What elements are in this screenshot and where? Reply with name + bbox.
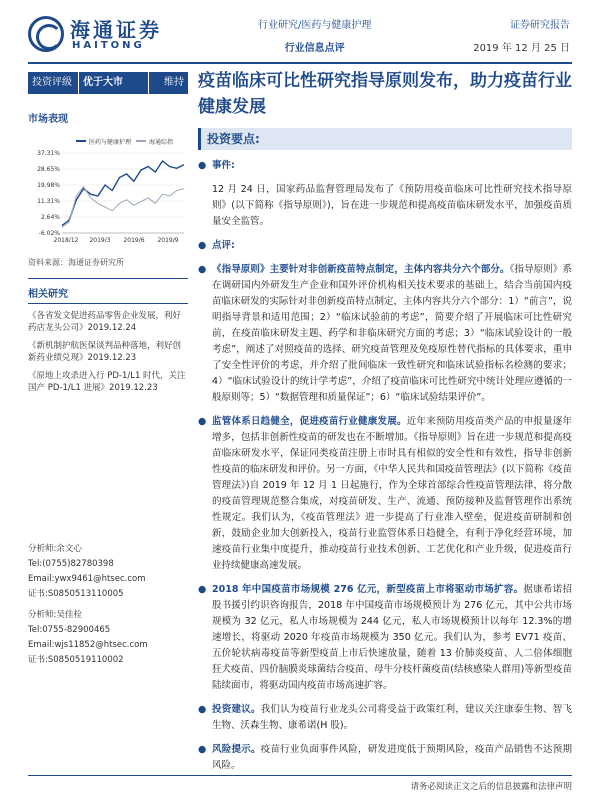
market-title: 市场表现	[28, 114, 68, 125]
analyst-email[interactable]: Email:wjs11852@htsec.com	[28, 640, 148, 650]
point-5-heading: 风险提示。	[212, 744, 261, 755]
related-title: 相关研究	[28, 285, 188, 304]
bullet-icon: ●	[198, 744, 207, 755]
series-line	[62, 161, 184, 226]
point-5	[198, 742, 572, 774]
footer-divider	[28, 775, 572, 776]
related-item[interactable]: 《新机制护航医保谈判品种落地，利好创新药业绩兑现》2019.12.23	[28, 341, 182, 363]
analyst-cert: 证书:S0850519110002	[28, 655, 124, 665]
key-points-bar	[198, 128, 572, 150]
haitong-emblem-icon	[28, 16, 64, 52]
point-1	[198, 262, 572, 406]
bullet-icon: ●	[198, 584, 207, 595]
point-3-heading: 2018 年中国疫苗市场规模 276 亿元，新型疫苗上市将驱动市场扩容。	[212, 584, 524, 595]
point-3-text: 据康希诺招股书援引约识咨询报告，2018 年中国疫苗市场规模预计为 276 亿元，其中公共市场规模为 32 亿元，私人市场规模为 244 亿元，私人市场规模预计以每年 12.3%的增速增长，将驱动 2020 年疫苗市场规模为 350 亿元。我们认为，参考 EV71 疫苗、五价轮状病毒疫苗等新型疫苗上市后快速放量，随着 13 价肺炎疫苗、人二倍体细胞狂犬疫苗、四价脑膜炎球菌结合疫苗、母牛分枝杆菌疫苗(结核感染人群用)等新型疫苗陆续面市，将驱动国内疫苗市场高速扩容。	[212, 584, 572, 691]
analyst-cert: 证书:S0850513110005	[28, 589, 124, 599]
analyst-info	[28, 542, 188, 668]
event-label: 事件:	[212, 160, 235, 171]
footer-disclaimer: 请务必阅读正文之后的信息披露和法律声明	[410, 782, 572, 792]
y-tick-label: 28.65%	[37, 166, 60, 173]
rating-action: 维持	[148, 72, 188, 94]
y-tick-label: 19.98%	[37, 182, 60, 189]
left-sidebar	[28, 68, 188, 394]
report-category: 行业研究/医药与健康护理	[258, 20, 372, 31]
chart-source: 资料来源：海通证券研究所	[28, 258, 124, 267]
point-1-heading: 《指导原则》主要针对非创新疫苗特点制定，主体内容共分六个部分。	[212, 264, 510, 275]
x-tick-label: 2019/6	[123, 237, 145, 244]
x-tick-label: 2019/3	[89, 237, 111, 244]
report-date: 2019 年 12 月 25 日	[473, 43, 570, 54]
analyst-name: 分析师:吴佳栓	[28, 610, 82, 620]
haitong-logo	[28, 12, 178, 54]
legend-label: 医药与健康护理	[89, 139, 132, 146]
related-item[interactable]: 《原地上攻杀进入行 PD-1/L1 时代，关注国产 PD-1/L1 进展》2019.12.23	[28, 371, 186, 393]
point-4-text: 我们认为疫苗行业龙头公司将受益于政策红利，建议关注康泰生物、智飞生物、沃森生物、康希诺(H 股)。	[212, 704, 572, 731]
analyst-email[interactable]: Email:ywx9461@htsec.com	[28, 574, 146, 584]
sidebar-divider	[28, 278, 188, 279]
market-chart-svg	[28, 133, 188, 253]
point-1-text: 《指导原则》系在调研国内外研发生产企业和国外评价机构相关技术要求的基础上，结合当前国内疫苗临床研发的实际针对非创新疫苗特点制定，主体内容共分六个部分：1）“前言”，说明指导背景和适用范围；2）“临床试验前的考虑”，简要介绍了开展临床可比性研究前，在疫苗临床研发主题、药学和非临床研究方面的考虑；3）“临床试验设计的一般考虑”，阐述了对照疫苗的选择、研究疫苗管理及免疫原性替代指标的具体要求，重申了安全性评价的考虑，并介绍了批间临床一致性研究和临床试验指标名检测的要求；4）“临床试验设计的统计学考虑”，介绍了疫苗临床可比性研究中统计处理应遵循的一般原则等；5）“数据管理和质量保证”；6）“临床试验结果评价”。	[212, 264, 572, 403]
point-5-text: 疫苗行业负面事件风险，研发进度低于预期风险，疫苗产品销售不达预期风险。	[212, 744, 572, 771]
key-points-title: 投资要点:	[207, 132, 260, 146]
header-right	[473, 16, 570, 54]
x-tick-label: 2019/9	[157, 237, 179, 244]
analyst-tel: Tel:0755-82900465	[28, 625, 111, 635]
y-tick-label: 37.31%	[37, 150, 60, 157]
legend-label: 海通综指	[149, 139, 174, 146]
point-4-heading: 投资建议。	[212, 704, 261, 715]
bullet-icon: ●	[198, 704, 207, 715]
page-header	[0, 0, 600, 60]
point-2-heading: 监管体系日趋健全，促进疫苗行业健康发展。	[212, 416, 407, 427]
point-4	[198, 702, 572, 734]
related-item[interactable]: 《各省发文促进药品零售企业发展，利好药店龙头公司》2019.12.24	[28, 311, 182, 333]
y-tick-label: 2.64%	[40, 214, 60, 221]
analyst-name: 分析师:余文心	[28, 544, 82, 554]
bullet-icon: ●	[198, 160, 207, 171]
point-3	[198, 582, 572, 694]
logo-cn-text: 海通证券	[70, 18, 162, 42]
header-divider	[28, 62, 572, 64]
report-type: 证券研究报告	[510, 20, 570, 31]
bullet-icon: ●	[198, 264, 207, 275]
event-text: 12 月 24 日，国家药品监督管理局发布了《预防用疫苗临床可比性研究技术指导原则》(以下简称《指导原则》)，旨在进一步规范和提高疫苗临床研发水平，加强疫苗质量安全监管。	[212, 184, 572, 227]
report-title: 疫苗临床可比性研究指导原则发布，助力疫苗行业健康发展	[198, 71, 572, 117]
bullet-icon: ●	[198, 416, 207, 427]
point-2	[198, 414, 572, 574]
point-2-text: 近年来预防用疫苗类产品的申报量逐年增多，包括非创新性疫苗的研发也在不断增加。《指导原则》旨在进一步规范和提高疫苗临床研发水平，保证同类疫苗注册上市时具有相似的安全性和有效性，指导非创新性疫苗的临床研发和评价。另一方面，《中华人民共和国疫苗管理法》(以下简称《疫苗管理法》)自 2019 年 12 月 1 日起施行，作为全球首部综合性疫苗管理法律，将分散的疫苗管理规范整合集成，对疫苗研发、生产、流通、预防接种及监督管理作出系统性规定。我们认为，《疫苗管理法》进一步提高了行业准入壁垒，促进疫苗研制和创新，鼓励企业加大创新投入，疫苗行业监管体系日趋健全，有利于净化经营环境，加速疫苗行业集中度提升，推动疫苗行业技术创新、工艺优化和产业升级，促进疫苗行业持续健康高速发展。	[212, 416, 572, 571]
rating-bar	[28, 72, 188, 94]
header-center	[258, 16, 371, 54]
market-chart	[28, 133, 188, 253]
y-tick-label: -6.02%	[38, 230, 60, 237]
comment-bullet	[198, 238, 572, 254]
rating-label: 投资评级	[28, 72, 78, 94]
body-content	[198, 158, 572, 774]
x-tick-label: 2018/12	[53, 237, 79, 244]
logo-en-text: HAITONG	[72, 40, 145, 51]
main-content	[198, 68, 572, 774]
y-tick-label: 11.31%	[37, 198, 60, 205]
comment-label: 点评:	[212, 240, 235, 251]
report-subtype: 行业信息点评	[284, 43, 345, 54]
rating-value: 优于大市	[78, 72, 148, 94]
analyst-tel: Tel:(0755)82780398	[28, 559, 114, 569]
bullet-icon: ●	[198, 240, 207, 251]
event-bullet	[198, 158, 572, 174]
